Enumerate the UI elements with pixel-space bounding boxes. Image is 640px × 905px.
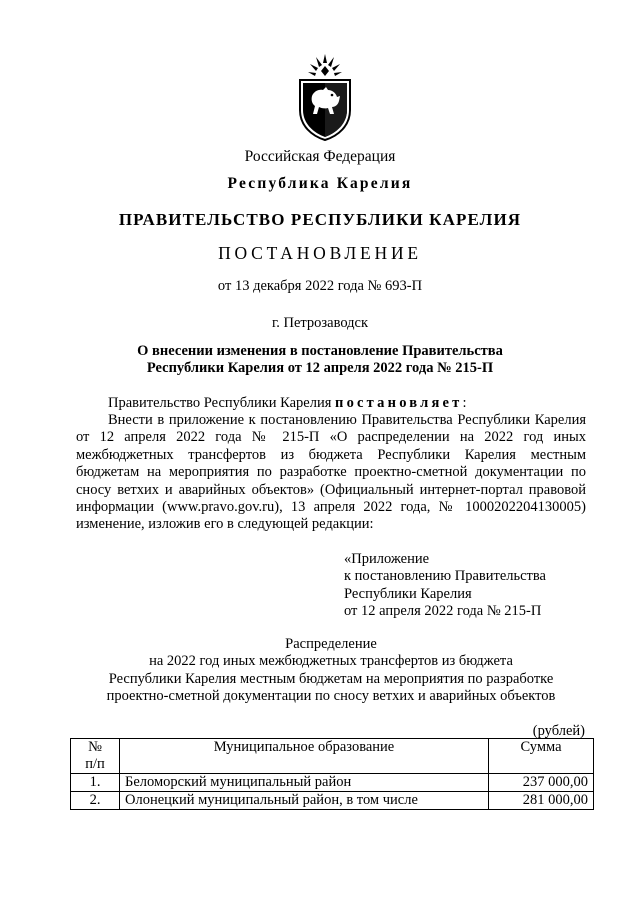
- appendix-line-1: «Приложение: [344, 551, 430, 567]
- distribution-line-3: Республики Карелия местным бюджетам на мероприятия по разработке: [108, 670, 554, 687]
- republic-name: Республика Карелия: [227, 175, 413, 192]
- row-sum: 237 000,00: [489, 774, 594, 792]
- appendix-line-2: к постановлению Правительства: [344, 568, 546, 585]
- row-municipality: Беломорский муниципальный район: [120, 774, 489, 792]
- appendix-line-4: от 12 апреля 2022 года № 215-П: [344, 603, 542, 620]
- subject-line-1: О внесении изменения в постановление Правительства: [137, 343, 503, 359]
- resolution-prefix: Правительство Республики Карелия: [108, 395, 336, 411]
- row-number: 2.: [71, 792, 120, 810]
- resolution-paragraph: [76, 395, 586, 412]
- appendix-line-3: Республики Карелия: [344, 585, 472, 602]
- appendix-block: [344, 551, 546, 621]
- row-municipality: Олонецкий муниципальный район, в том числе: [120, 792, 489, 810]
- distribution-line-1: Распределение: [285, 636, 377, 652]
- table-row: [71, 792, 594, 810]
- distribution-table: [70, 738, 594, 810]
- distribution-line-2: на 2022 год иных межбюджетных трансфертов из бюджета: [149, 653, 513, 670]
- table-row: [71, 774, 594, 792]
- distribution-line-4: проектно-сметной документации по сносу ветхих и аварийных объектов: [106, 688, 556, 705]
- document-type: ПОСТАНОВЛЕНИЕ: [218, 243, 422, 263]
- country-name: Российская Федерация: [244, 148, 396, 165]
- karelia-coat-of-arms-icon: [294, 52, 356, 142]
- header-municipality: Муниципальное образование: [120, 739, 489, 774]
- amendment-paragraph: Внести в приложение к постановлению Правительства Республики Карелия от 12 апреля 2022 года № 215-П «О распределении на 2022 год иных межбюджетных трансфертов из бюджета Республики Карелия местным бюджетам на мероприятия по разработке проектно-сметной документации по сносу ветхих и аварийных объектов» (Официальный интернет-портал правовой информации (www.pravo.gov.ru), 13 апреля 2022 года, № 1000202204130005) изменение, изложив его в следующей редакции:: [76, 412, 586, 533]
- resolution-keyword: постановляет: [335, 395, 463, 411]
- header-sum: Сумма: [489, 739, 594, 774]
- row-number: 1.: [71, 774, 120, 792]
- resolution-suffix: :: [462, 395, 467, 411]
- city: г. Петрозаводск: [271, 315, 369, 331]
- currency-unit: (рублей): [532, 723, 585, 739]
- table-header-row: [71, 739, 594, 774]
- header-number-line-1: №: [88, 739, 102, 755]
- date-number: от 13 декабря 2022 года № 693-П: [217, 278, 423, 294]
- distribution-title: [76, 636, 586, 706]
- subject-line-2: Республики Карелия от 12 апреля 2022 года № 215-П: [146, 360, 494, 376]
- row-sum: 281 000,00: [489, 792, 594, 810]
- document-subject: [0, 343, 640, 377]
- header-number: [71, 739, 120, 774]
- header-number-line-2: п/п: [85, 756, 105, 772]
- government-title: ПРАВИТЕЛЬСТВО РЕСПУБЛИКИ КАРЕЛИЯ: [118, 210, 522, 229]
